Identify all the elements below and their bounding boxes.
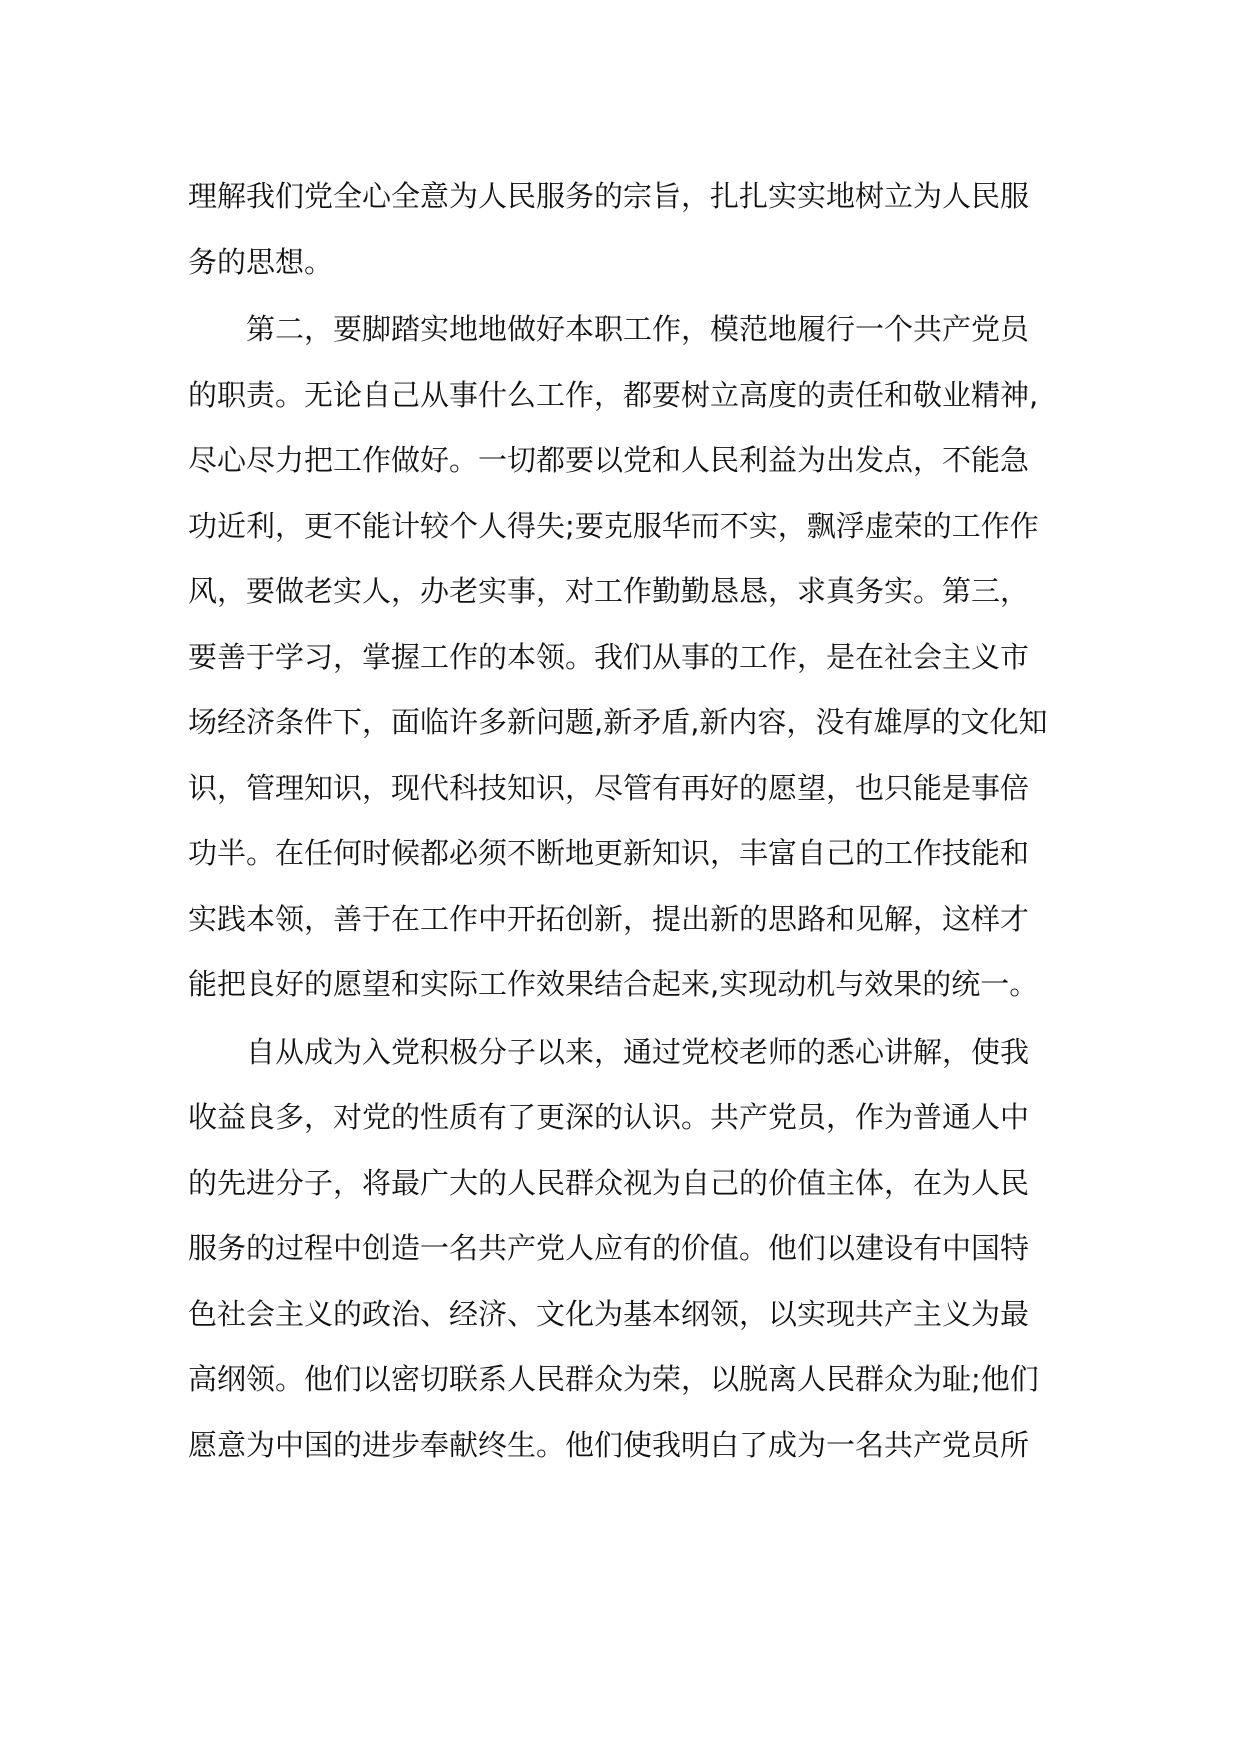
- paragraph-line: 收益良多，对党的性质有了更深的认识。共产党员，作为普通人中: [188, 1100, 1030, 1134]
- paragraph-line: 能把良好的愿望和实际工作效果结合起来,实现动机与效果的统一。: [188, 967, 1039, 1001]
- paragraph-line: 服务的过程中创造一名共产党人应有的价值。他们以建设有中国特: [188, 1231, 1030, 1265]
- paragraph-line: 愿意为中国的进步奉献终生。他们使我明白了成为一名共产党员所: [188, 1427, 1030, 1462]
- paragraph-1: [188, 164, 1068, 295]
- paragraph-2: [188, 297, 1068, 1018]
- paragraph-line: 务的思想。: [188, 244, 334, 279]
- paragraph-line: 场经济条件下，面临许多新问题,新矛盾,新内容，没有雄厚的文化知: [188, 705, 1048, 739]
- paragraph-line: 的职责。无论自己从事什么工作，都要树立高度的责任和敬业精神,: [188, 377, 1039, 412]
- paragraph-line: 风，要做老实人，办老实事，对工作勤勤恳恳，求真务实。第三，: [188, 574, 1030, 608]
- paragraph-line: 功半。在任何时候都必须不断地更新知识，丰富自己的工作技能和: [188, 836, 1030, 870]
- paragraph-line: 尽心尽力把工作做好。一切都要以党和人民利益为出发点，不能急: [188, 443, 1030, 477]
- paragraph-line: 第二，要脚踏实地地做好本职工作，模范地履行一个共产党员: [246, 312, 1030, 346]
- paragraph-line: 色社会主义的政治、经济、文化为基本纲领，以实现共产主义为最: [188, 1296, 1030, 1331]
- paragraph-line: 理解我们党全心全意为人民服务的宗旨，扎扎实实地树立为人民服: [188, 179, 1030, 213]
- paragraph-line: 自从成为入党积极分子以来，通过党校老师的悉心讲解，使我: [246, 1034, 1030, 1069]
- paragraph-line: 功近利，更不能计较个人得失;要克服华而不实，飘浮虚荣的工作作: [188, 508, 1039, 543]
- paragraph-line: 高纲领。他们以密切联系人民群众为荣，以脱离人民群众为耻;他们: [188, 1362, 1039, 1396]
- paragraph-3: [188, 1020, 1068, 1479]
- paragraph-line: 要善于学习，掌握工作的本领。我们从事的工作，是在社会主义市: [188, 639, 1030, 674]
- document-body: [188, 164, 1068, 1478]
- paragraph-line: 识，管理知识，现代科技知识，尽管有再好的愿望，也只能是事倍: [188, 770, 1030, 805]
- paragraph-line: 实践本领，善于在工作中开拓创新，提出新的思路和见解，这样才: [188, 901, 1030, 936]
- paragraph-line: 的先进分子，将最广大的人民群众视为自己的价值主体，在为人民: [188, 1165, 1030, 1200]
